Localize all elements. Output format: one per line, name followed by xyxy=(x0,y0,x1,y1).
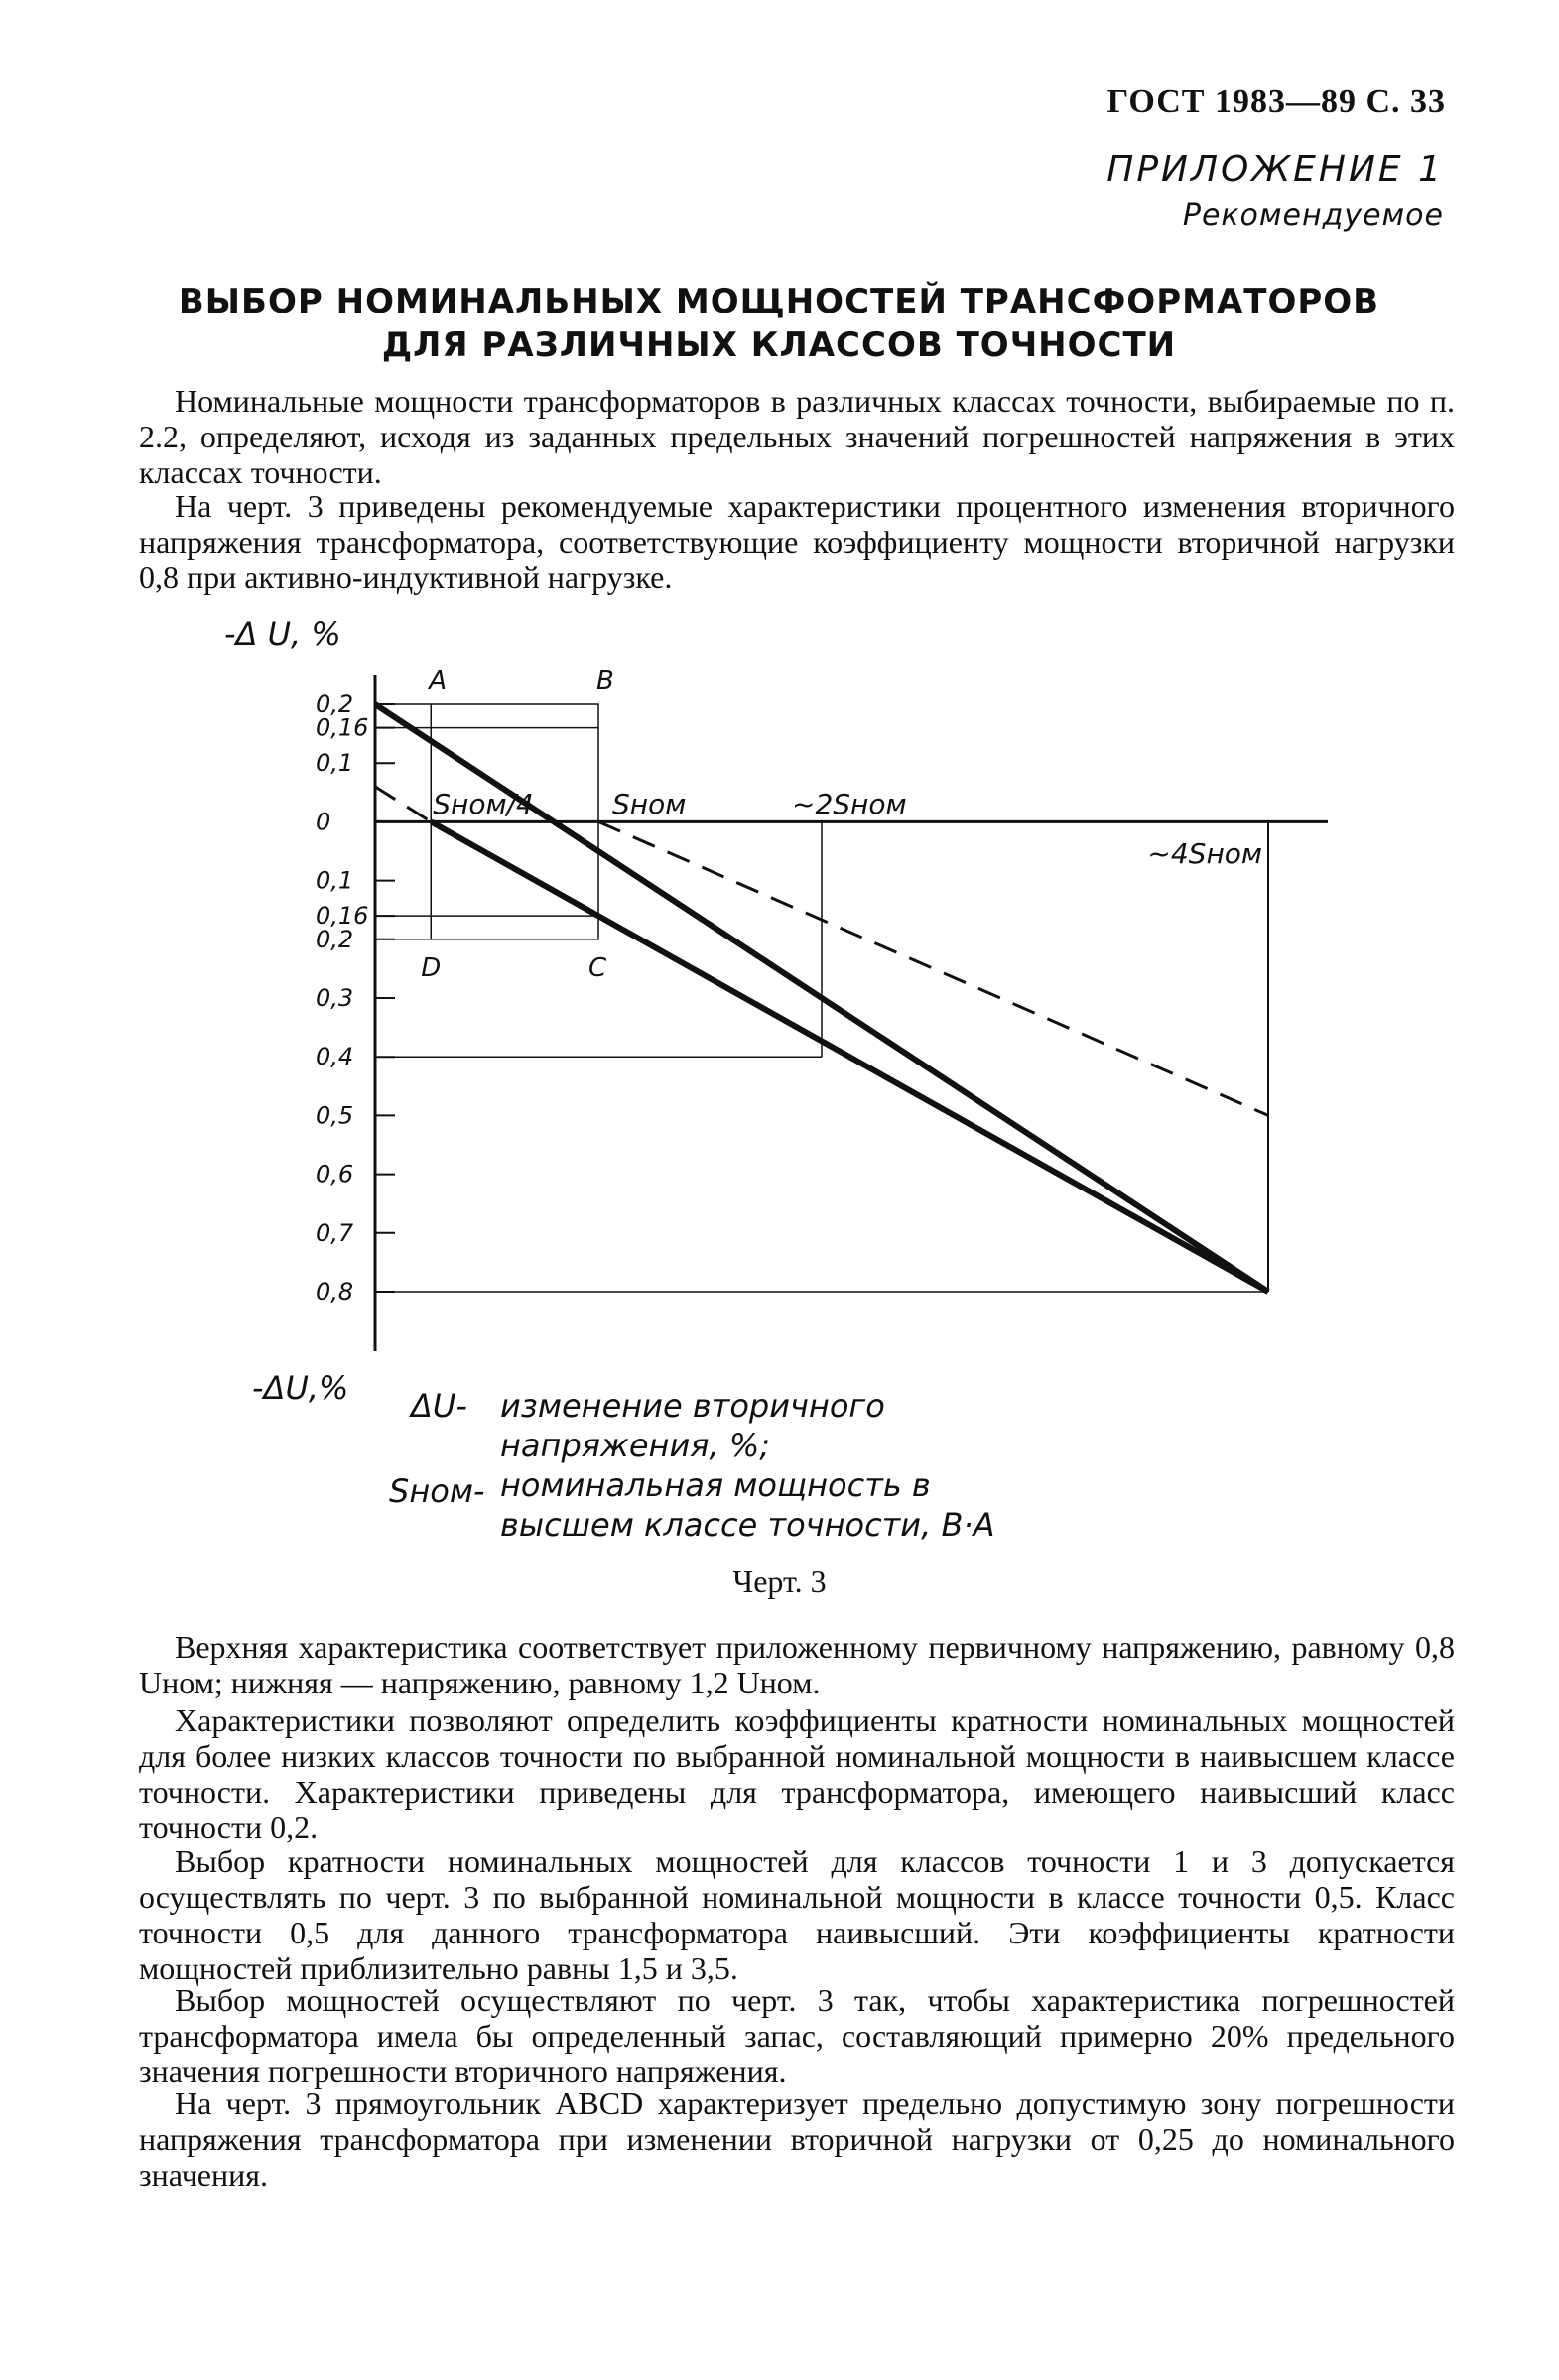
legend-s-line1: номинальная мощность в xyxy=(500,1466,931,1504)
title-line-1: ВЫБОР НОМИНАЛЬНЫХ МОЩНОСТЕЙ ТРАНСФОРМАТОРОВ xyxy=(178,282,1380,321)
legend-du-line1: изменение вторичного xyxy=(500,1387,885,1425)
title-line-2: ДЛЯ РАЗЛИЧНЫХ КЛАССОВ ТОЧНОСТИ xyxy=(381,325,1177,365)
legend-s-line2: высшем классе точности, В·А xyxy=(500,1506,995,1544)
gost-page-header: ГОСТ 1983—89 С. 33 xyxy=(1106,83,1446,120)
y-tick-label: 0,8 xyxy=(316,1278,354,1306)
y-tick-label: 0,5 xyxy=(316,1101,354,1130)
y-tick-label: 0,6 xyxy=(316,1160,354,1189)
legend-du-symbol: ΔU- xyxy=(411,1387,467,1425)
corner-label-c: C xyxy=(588,953,607,983)
x-marker-label-snom4: Sном/4 xyxy=(433,788,534,820)
y-tick-label: 0,3 xyxy=(316,984,354,1012)
y-axis-label-bottom: -ΔU,% xyxy=(252,1369,349,1407)
corner-label-d: D xyxy=(421,953,442,983)
series-line-3 xyxy=(375,787,431,822)
recommended-label: Рекомендуемое xyxy=(1182,198,1444,233)
x-marker-label-4snom: ~4Sном xyxy=(1147,837,1262,870)
legend-s-symbol: Sном- xyxy=(389,1472,485,1510)
appendix-label: ПРИЛОЖЕНИЕ 1 xyxy=(1106,149,1444,189)
y-tick-label: 0,2 xyxy=(316,925,354,953)
y-tick-label: 0,4 xyxy=(316,1043,354,1071)
y-tick-label: 0 xyxy=(316,808,331,836)
corner-label-b: B xyxy=(596,666,614,695)
y-tick-label: 0,7 xyxy=(316,1218,354,1247)
y-axis-label-top: -Δ U, % xyxy=(224,615,341,653)
paragraph-6: Выбор мощностей осуществляют по черт. 3 так, чтобы характеристика погрешностей трансформатора имела бы определенный запас, составляющий примерно 20% предельного значения погрешности вторичного напряжения. xyxy=(139,1982,1455,2089)
y-tick-label: 0,1 xyxy=(316,866,354,895)
chart-layer xyxy=(224,615,1328,1544)
y-tick-label: 0,2 xyxy=(316,690,354,718)
corner-label-a: A xyxy=(429,666,448,695)
y-tick-label: 0,1 xyxy=(316,749,354,778)
y-tick-label: 0,16 xyxy=(316,713,369,742)
paragraph-2: На черт. 3 приведены рекомендуемые характеристики процентного изменения вторичного напряжения трансформатора, соответствующие коэффициенту мощности вторичной нагрузки 0,8 при активно-индуктивной нагрузке. xyxy=(139,488,1455,595)
paragraph-1: Номинальные мощности трансформаторов в различных классах точности, выбираемые по п. 2.2, определяют, исходя из заданных предельных значений погрешностей напряжения в этих классах точности. xyxy=(139,383,1455,490)
paragraph-3: Верхняя характеристика соответствует приложенному первичному напряжению, равному 0,8 Uном; нижняя — напряжению, равному 1,2 Uном. xyxy=(139,1629,1455,1700)
paragraph-5: Выбор кратности номинальных мощностей для классов точности 1 и 3 допускается осуществлять по черт. 3 по выбранной номинальной мощности в классе точности 0,5. Класс точности 0,5 для данного трансформатора наивысший. Эти коэффициенты кратности мощностей приблизительно равны 1,5 и 3,5. xyxy=(139,1843,1455,1986)
paragraph-7: На черт. 3 прямоугольник ABCD характеризует предельно допустимую зону погрешности напряжения трансформатора при изменении вторичной нагрузки от 0,25 до номинального значения. xyxy=(139,2085,1455,2192)
y-tick-label: 0,16 xyxy=(316,902,369,931)
legend-du-line2: напряжения, %; xyxy=(500,1427,771,1464)
figure-caption: Черт. 3 xyxy=(732,1564,827,1599)
paragraph-4: Характеристики позволяют определить коэффициенты кратности номинальных мощностей для более низких классов точности по выбранной номинальной мощности в наивысшем классе точности. Характеристики приведены для трансформатора, имеющего наивысший класс точности 0,2. xyxy=(139,1702,1455,1845)
x-marker-label-snom: Sном xyxy=(612,788,687,820)
x-marker-label-2snom: ~2Sном xyxy=(792,788,907,820)
